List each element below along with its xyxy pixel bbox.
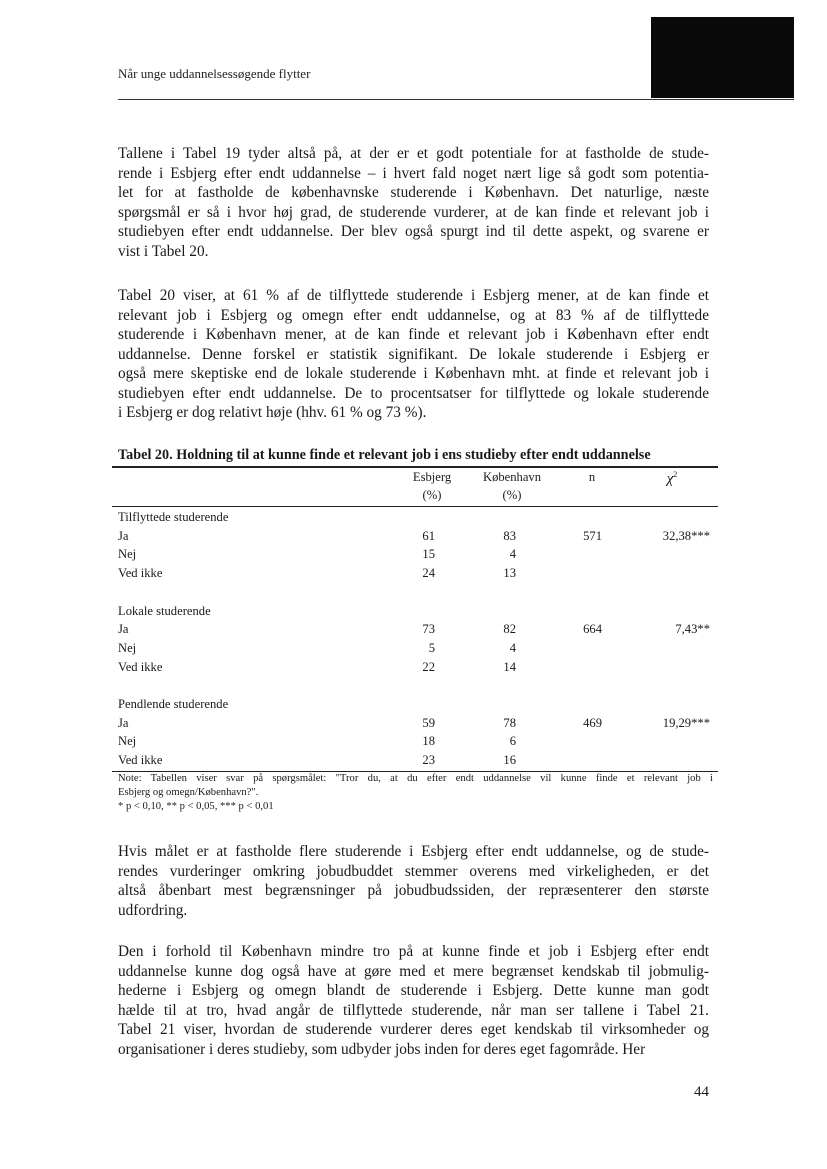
cell-esbjerg: 15 [422, 547, 435, 562]
cell-kobenhavn: 13 [503, 566, 516, 581]
note-line: Esbjerg og omegn/København?". [118, 787, 259, 798]
table-top-rule [112, 466, 718, 468]
text-line: hederne i Esbjerg og omegn blandt de studerende i Esbjerg. Dette kunne man godt [118, 982, 709, 999]
text-line: udfordring. [118, 901, 188, 919]
text-line: også mere skeptiske end de lokale studerende i København mht. at finde et relevant job i [118, 365, 709, 382]
text-line: vist i Tabel 20. [118, 242, 209, 260]
text-line: organisationer i deres studieby, som udbyder jobs inden for deres eget fagområde. Her [118, 1040, 646, 1058]
table-row-label: Nej [118, 547, 137, 562]
cell-esbjerg: 59 [422, 715, 435, 730]
table-group-heading: Tilflyttede studerende [118, 510, 229, 524]
paragraph-2 [118, 286, 709, 423]
cell-esbjerg: 23 [422, 753, 435, 768]
text-line: uddannelse. Denne forskel er statistik signifikant. De lokale studerende i Esbjerg er [118, 345, 709, 363]
table-row-label: Ved ikke [118, 753, 163, 768]
cell-kobenhavn: 78 [503, 715, 516, 730]
cell-kobenhavn: 4 [509, 640, 516, 655]
col-header-chi-square: $\chi^2$ [666, 470, 678, 487]
cell-esbjerg: 22 [422, 659, 435, 674]
paragraph-4 [118, 942, 709, 1059]
text-line: relevant job i Esbjerg og omegn efter endt uddannelse, og at 83 % af de tilflyttede [118, 306, 709, 324]
text-line: studiebyen efter endt uddannelse. Der blev også spurgt ind til dette aspekt, og svarene er [118, 223, 709, 240]
text-line: Tabel 20 viser, at 61 % af de tilflyttede studerende i Esbjerg mener, at de kan finde et [118, 287, 709, 304]
text-line: altså åbenbart mest begrænsninger på jobudbudssiden, der repræsenterer den største [118, 882, 709, 899]
table-header-rule [112, 506, 718, 507]
text-line: studerende i København mener, at de kan finde et relevant job i København efter endt [118, 326, 709, 343]
cell-n: 664 [583, 622, 602, 637]
text-line: Hvis målet er at fastholde flere studerende i Esbjerg efter endt uddannelse, og de stude- [118, 843, 709, 860]
cell-kobenhavn: 14 [503, 659, 516, 674]
cell-kobenhavn: 16 [503, 753, 516, 768]
cell-kobenhavn: 6 [509, 734, 516, 749]
text-line: hælde til at tro, hvad angår de tilflyttede studerende, når man ser tallene i Tabel 21. [118, 1001, 709, 1019]
text-line: rende i Esbjerg efter endt uddannelse – i hvert fald noget nært lige så godt som potentia- [118, 164, 709, 182]
cell-esbjerg: 18 [422, 734, 435, 749]
header-rule [118, 99, 794, 100]
cell-esbjerg: 61 [422, 528, 435, 543]
text-line: Tallene i Tabel 19 tyder altså på, at der er et godt potentiale for at fastholde de stude- [118, 145, 709, 162]
text-line: spørgsmål er så i hvor høj grad, de studerende vurderer, at de kan finde et relevant job i [118, 203, 709, 221]
table-row-label: Ved ikke [118, 659, 163, 674]
cell-esbjerg: 73 [422, 622, 435, 637]
table-group-heading: Lokale studerende [118, 603, 211, 618]
text-line: rendes vurderinger omkring jobudbuddet stemmer overens med virkeligheden, er det [118, 862, 709, 880]
text-line: studiebyen efter endt uddannelse. De to procentsatser for tilflyttede og lokale studerende [118, 384, 709, 402]
table-row-label: Ja [118, 715, 129, 730]
header-black-block [651, 17, 794, 98]
cell-kobenhavn: 82 [503, 622, 516, 637]
cell-kobenhavn: 83 [503, 528, 516, 543]
table-caption: Tabel 20. Holdning til at kunne finde et relevant job i ens studieby efter endt uddannelse [118, 447, 651, 463]
cell-n: 571 [583, 528, 602, 543]
cell-chi-square: 7,43** [675, 622, 710, 637]
col-unit-kobenhavn: (%) [502, 488, 522, 502]
page-number: 44 [694, 1084, 709, 1100]
col-header-esbjerg: Esbjerg [412, 470, 452, 484]
table-row-label: Nej [118, 640, 137, 655]
note-line: * p < 0,10, ** p < 0,05, *** p < 0,01 [118, 801, 274, 812]
cell-chi-square: 32,38*** [662, 528, 710, 543]
table-row-label: Nej [118, 734, 137, 749]
text-line: Den i forhold til København mindre tro på at kunne finde et job i Esbjerg efter endt [118, 943, 709, 960]
col-unit-esbjerg: (%) [422, 488, 442, 502]
col-header-n: n [588, 470, 596, 484]
table-note [118, 772, 713, 814]
col-header-kobenhavn: København [482, 470, 542, 484]
paragraph-1 [118, 144, 709, 261]
table-row-label: Ja [118, 622, 129, 637]
table-row-label: Ved ikke [118, 566, 163, 581]
text-line: Tabel 21 viser, hvordan de studerende vurderer deres eget kendskab til virksomheder og [118, 1021, 709, 1038]
table-row-label: Ja [118, 528, 129, 543]
running-header: Når unge uddannelsessøgende flytter [118, 66, 311, 81]
table-group-heading: Pendlende studerende [118, 697, 229, 711]
note-line: Note: Tabellen viser svar på spørgsmålet: "Tror du, at du efter endt uddannelse vil kunne finde et relevant job i [118, 773, 713, 784]
cell-esbjerg: 24 [422, 566, 435, 581]
text-line: i Esbjerg er dog relativt høje (hhv. 61 % og 73 %). [118, 404, 427, 421]
paragraph-3 [118, 842, 709, 920]
cell-chi-square: 19,29*** [662, 715, 710, 730]
cell-kobenhavn: 4 [509, 547, 516, 562]
text-line: uddannelse kunne dog også have at gøre med et mere begrænset kendskab til jobmulig- [118, 962, 709, 980]
cell-n: 469 [583, 715, 602, 730]
cell-esbjerg: 5 [428, 640, 435, 655]
text-line: let for at fastholde de københavnske studerende i København. Det naturlige, næste [118, 184, 709, 201]
